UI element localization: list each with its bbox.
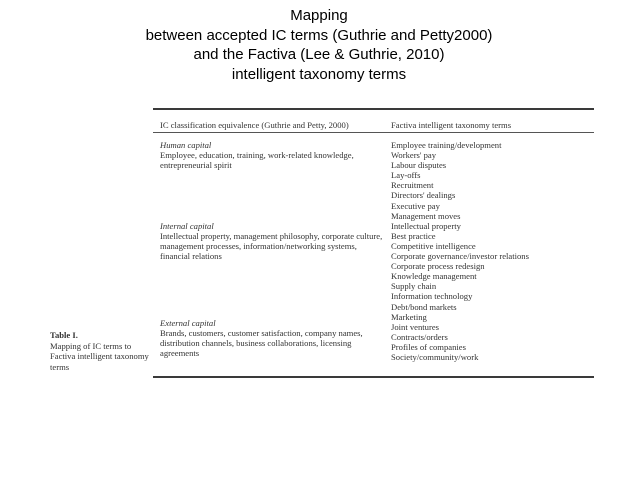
group-internal-capital bbox=[160, 221, 388, 261]
group-heading: Internal capital bbox=[160, 221, 214, 231]
group-text: Employee, education, training, work-related knowledge, entrepreneurial spirit bbox=[160, 150, 354, 171]
list-item: Competitive intelligence bbox=[391, 240, 476, 251]
table-caption-title: Table I. bbox=[50, 330, 78, 340]
group-heading: External capital bbox=[160, 318, 216, 328]
table-header-rule bbox=[153, 132, 594, 133]
list-item: Employee training/development bbox=[391, 140, 502, 150]
list-item: Labour disputes bbox=[391, 160, 447, 171]
list-item: Profiles of companies bbox=[391, 341, 466, 352]
list-item: Intellectual property bbox=[391, 220, 461, 231]
group-external-capital bbox=[160, 318, 388, 358]
table-bottom-rule bbox=[153, 376, 594, 378]
list-item: Directors' dealings bbox=[391, 190, 456, 201]
table-top-rule bbox=[153, 108, 594, 110]
list-item: Society/community/work bbox=[391, 351, 479, 362]
group-heading: Human capital bbox=[160, 140, 212, 150]
list-item: Joint ventures bbox=[391, 321, 439, 332]
table-caption bbox=[50, 330, 150, 372]
list-item: Management moves bbox=[391, 210, 461, 221]
list-item: Workers' pay bbox=[391, 150, 437, 161]
slide-title bbox=[0, 6, 638, 84]
list-item: Corporate process redesign bbox=[391, 261, 485, 272]
list-item: Knowledge management bbox=[391, 271, 477, 282]
group-text: Intellectual property, management philosophy, corporate culture, management processes, information/networking systems, financial relations bbox=[160, 231, 383, 262]
column-header-factiva-terms: Factiva intelligent taxonomy terms bbox=[391, 120, 512, 130]
list-item: Supply chain bbox=[391, 281, 437, 292]
table-figure bbox=[50, 108, 596, 380]
table-caption-text: Mapping of IC terms to Factiva intelligent taxonomy terms bbox=[50, 340, 149, 372]
title-line-4: intelligent taxonomy terms bbox=[231, 65, 407, 83]
list-item: Information technology bbox=[391, 291, 473, 302]
group-text: Brands, customers, customer satisfaction, company names, distribution channels, business collaborations, licensing agreements bbox=[160, 328, 363, 359]
list-item: Best practice bbox=[391, 230, 436, 241]
list-item: Corporate governance/investor relations bbox=[391, 251, 529, 262]
factiva-terms-list bbox=[391, 140, 596, 362]
title-line-1: Mapping bbox=[290, 7, 348, 24]
group-human-capital bbox=[160, 140, 388, 170]
list-item: Executive pay bbox=[391, 200, 440, 211]
list-item: Debt/bond markets bbox=[391, 301, 457, 312]
column-header-ic-classification: IC classification equivalence (Guthrie and Petty, 2000) bbox=[160, 120, 349, 130]
list-item: Contracts/orders bbox=[391, 331, 448, 342]
list-item: Marketing bbox=[391, 311, 427, 322]
list-item: Lay-offs bbox=[391, 170, 421, 181]
list-item: Recruitment bbox=[391, 180, 434, 191]
title-line-3: and the Factiva (Lee & Guthrie, 2010) bbox=[193, 46, 445, 63]
title-line-2: between accepted IC terms (Guthrie and Petty2000) bbox=[145, 26, 493, 44]
